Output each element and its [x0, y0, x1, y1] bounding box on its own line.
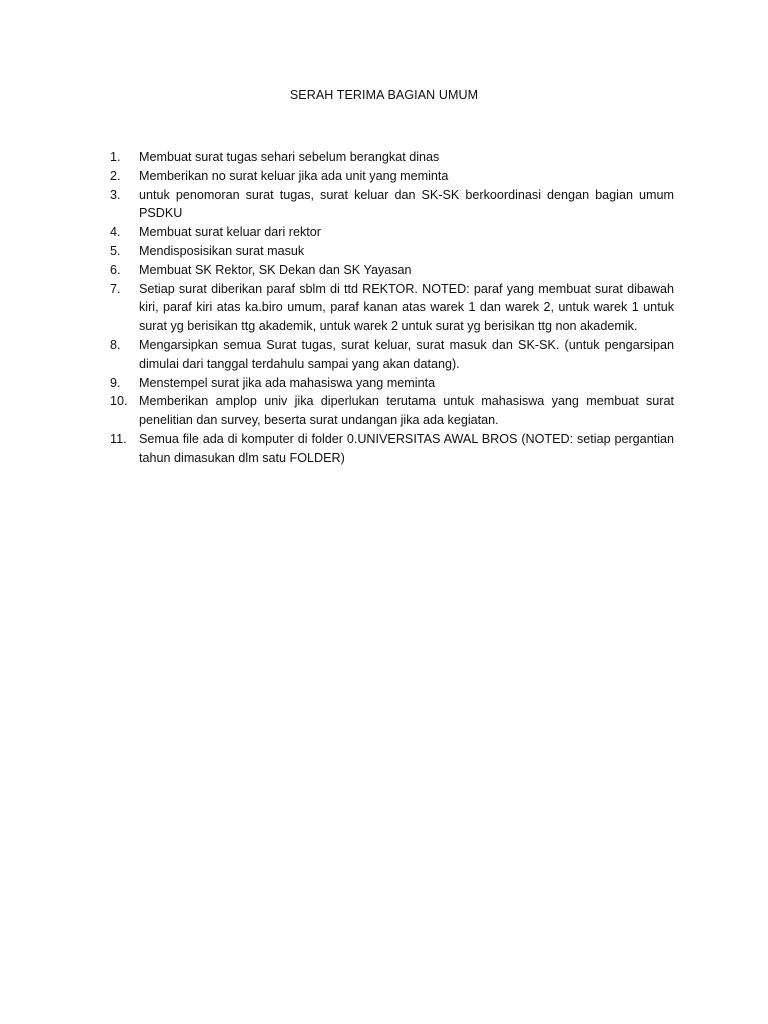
- list-item-number: 5.: [110, 243, 121, 258]
- list-item-text: Memberikan amplop univ jika diperlukan terutama untuk mahasiswa yang membuat surat penelitian dan survey, beserta surat undangan jika ada kegiatan.: [139, 394, 674, 428]
- list-item: [110, 223, 674, 242]
- list-item-text: Setiap surat diberikan paraf sblm di ttd REKTOR. NOTED: paraf yang membuat surat dibawah kiri, paraf kiri atas ka.biro umum, paraf kanan atas warek 1 dan warek 2, untuk warek 1 untuk surat yg berisikan ttg akademik, untuk warek 2 untuk surat yg berisikan ttg non akademik.: [139, 281, 674, 334]
- list-item-text: Mengarsipkan semua Surat tugas, surat keluar, surat masuk dan SK-SK. (untuk pengarsipan dimulai dari tanggal terdahulu sampai yang akan datang).: [139, 337, 674, 371]
- list-item-number: 8.: [110, 337, 121, 352]
- task-list: [110, 148, 674, 468]
- list-item: [110, 261, 674, 280]
- list-item-number: 4.: [110, 225, 121, 240]
- document-title: SERAH TERIMA BAGIAN UMUM: [289, 88, 479, 102]
- list-item-number: 1.: [110, 150, 121, 164]
- list-item-text: Semua file ada di komputer di folder 0.UNIVERSITAS AWAL BROS (NOTED: setiap pergantian tahun dimasukan dlm satu FOLDER): [139, 431, 674, 465]
- list-item: [110, 280, 674, 336]
- list-item-number: 9.: [110, 375, 121, 390]
- list-item: [110, 430, 674, 468]
- list-item-text: Mendisposisikan surat masuk: [139, 243, 305, 258]
- list-item-text: Menstempel surat jika ada mahasiswa yang meminta: [139, 375, 436, 390]
- list-item: [110, 148, 674, 167]
- list-item-text: Membuat surat tugas sehari sebelum berangkat dinas: [139, 150, 440, 164]
- list-item: [110, 167, 674, 186]
- list-item-number: 7.: [110, 281, 121, 296]
- list-item-number: 6.: [110, 262, 121, 277]
- list-item-number: 10.: [110, 394, 128, 409]
- list-item: [110, 242, 674, 261]
- list-item-text: Membuat SK Rektor, SK Dekan dan SK Yayasan: [139, 262, 412, 277]
- list-item: [110, 186, 674, 224]
- list-item-text: Membuat surat keluar dari rektor: [139, 225, 321, 240]
- list-item-number: 2.: [110, 168, 121, 183]
- list-item-text: Memberikan no surat keluar jika ada unit yang meminta: [139, 168, 449, 183]
- list-item: [110, 336, 674, 374]
- list-item-number: 3.: [110, 187, 121, 202]
- list-item: [110, 374, 674, 393]
- list-item-number: 11.: [110, 431, 127, 446]
- list-item: [110, 392, 674, 430]
- list-item-text: untuk penomoran surat tugas, surat keluar dan SK-SK berkoordinasi dengan bagian umum PSDKU: [139, 187, 674, 221]
